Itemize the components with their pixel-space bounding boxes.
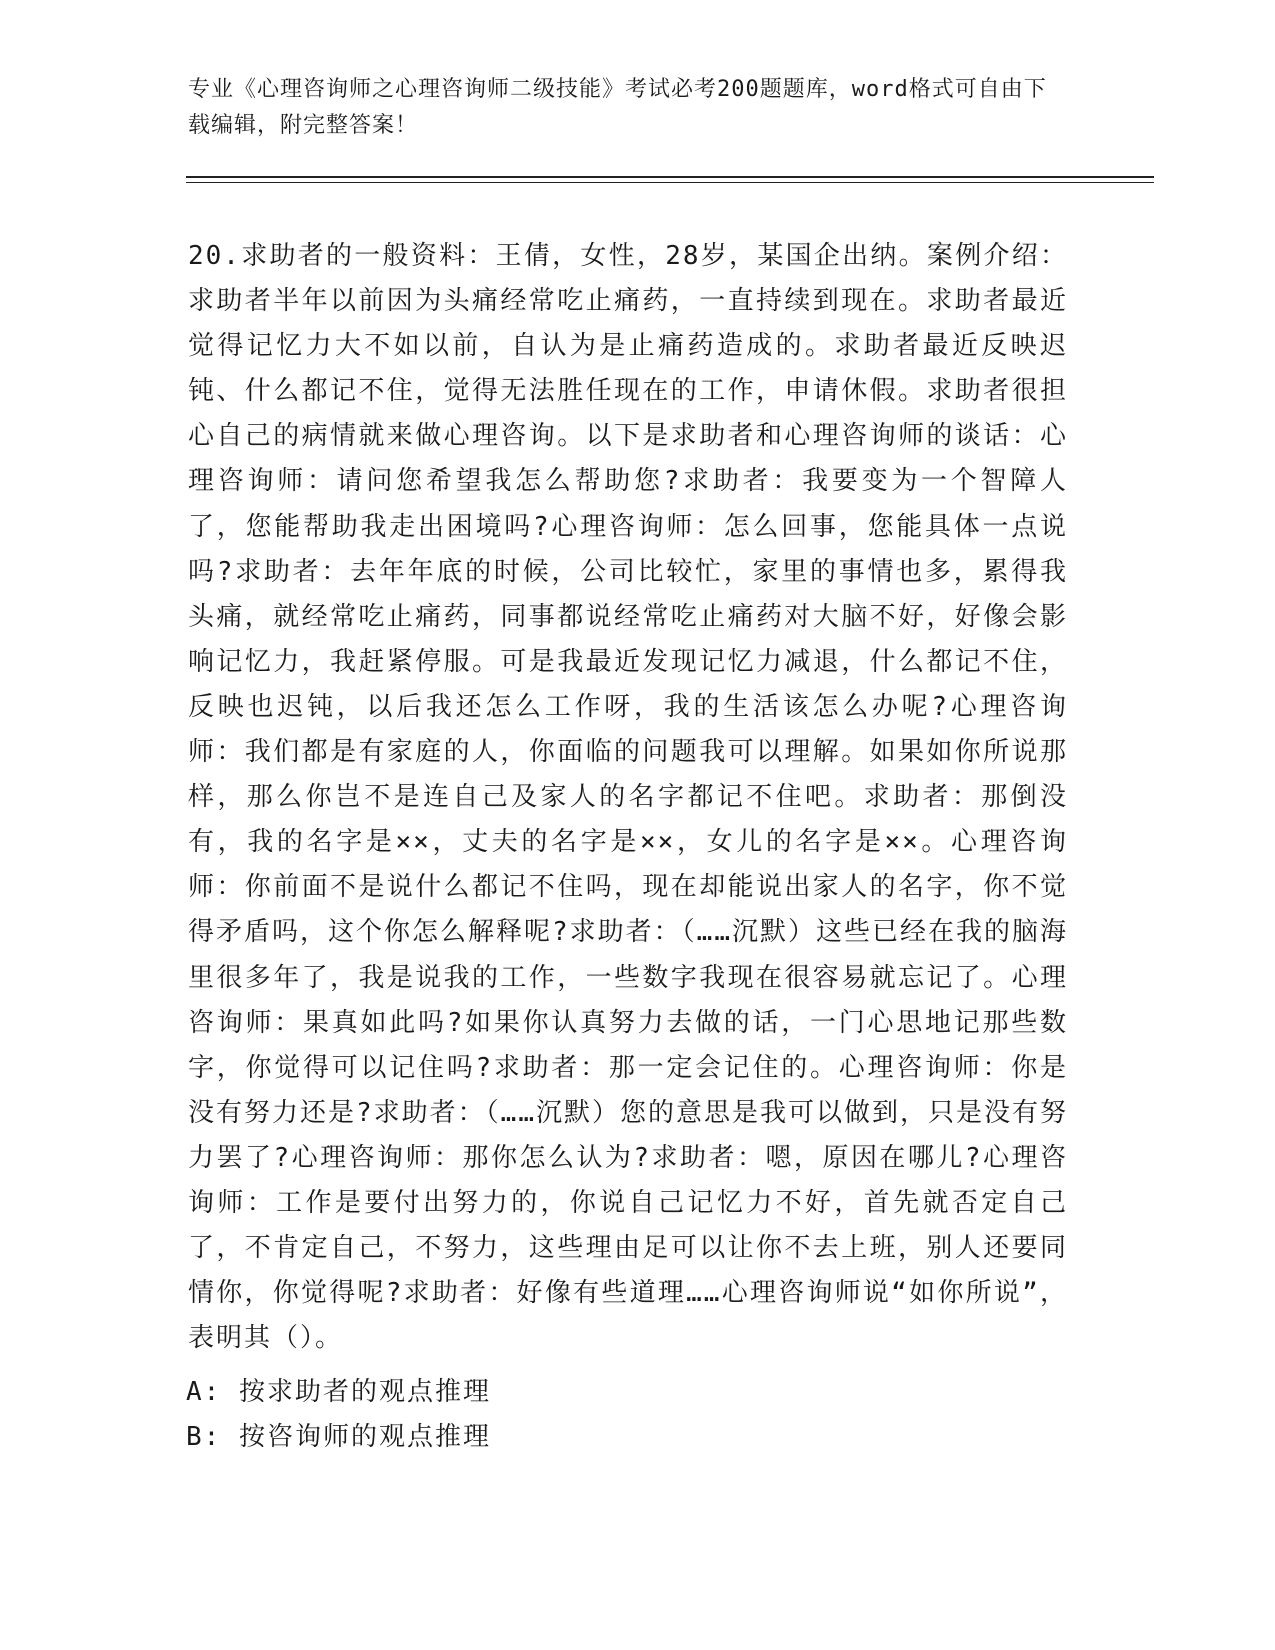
- option-b: [186, 1415, 1066, 1460]
- option-b-text: 按咨询师的观点推理: [238, 1422, 491, 1452]
- option-a-text: 按求助者的观点推理: [238, 1377, 491, 1407]
- document-header: 专业《心理咨询师之心理咨询师二级技能》考试必考200题题库，word格式可自由下载编辑，附完整答案！: [188, 77, 1047, 138]
- header-rule-thick: [186, 176, 1154, 178]
- header-rule-thin: [186, 182, 1154, 183]
- question-text: 20.求助者的一般资料：王倩，女性，28岁，某国企出纳。案例介绍：求助者半年以前因为头痛经常吃止痛药，一直持续到现在。求助者最近觉得记忆力大不如以前，自认为是止痛药造成的。求助者最近反映迟钝、什么都记不住，觉得无法胜任现在的工作，申请休假。求助者很担心自己的病情就来做心理咨询。以下是求助者和心理咨询师的谈话：心理咨询师：请问您希望我怎么帮助您?求助者：我要变为一个智障人了，您能帮助我走出困境吗?心理咨询师：怎么回事，您能具体一点说吗?求助者：去年年底的时候，公司比较忙，家里的事情也多，累得我头痛，就经常吃止痛药，同事都说经常吃止痛药对大脑不好，好像会影响记忆力，我赶紧停服。可是我最近发现记忆力减退，什么都记不住，反映也迟钝，以后我还怎么工作呀，我的生活该怎么办呢?心理咨询师：我们都是有家庭的人，你面临的问题我可以理解。如果如你所说那样，那么你岂不是连自己及家人的名字都记不住吧。求助者：那倒没有，我的名字是××，丈夫的名字是××，女儿的名字是××。心理咨询师：你前面不是说什么都记不住吗，现在却能说出家人的名字，你不觉得矛盾吗，这个你怎么解释呢?求助者：（……沉默）这些已经在我的脑海里很多年了，我是说我的工作，一些数字我现在很容易就忘记了。心理咨询师：果真如此吗?如果你认真努力去做的话，一门心思地记那些数字，你觉得可以记住吗?求助者：那一定会记住的。心理咨询师：你是没有努力还是?求助者：（……沉默）您的意思是我可以做到，只是没有努力罢了?心理咨询师：那你怎么认为?求助者：嗯，原因在哪儿?心理咨询师：工作是要付出努力的，你说自己记忆力不好，首先就否定自己了，不肯定自己，不努力，这些理由足可以让你不去上班，别人还要同情你，你觉得呢?求助者：好像有些道理……心理咨询师说“如你所说”，表明其（）。: [188, 241, 1068, 1354]
- option-b-label: B:: [186, 1422, 222, 1452]
- options-list: [186, 1370, 1066, 1460]
- option-a-label: A:: [186, 1377, 222, 1407]
- option-a: [186, 1370, 1066, 1415]
